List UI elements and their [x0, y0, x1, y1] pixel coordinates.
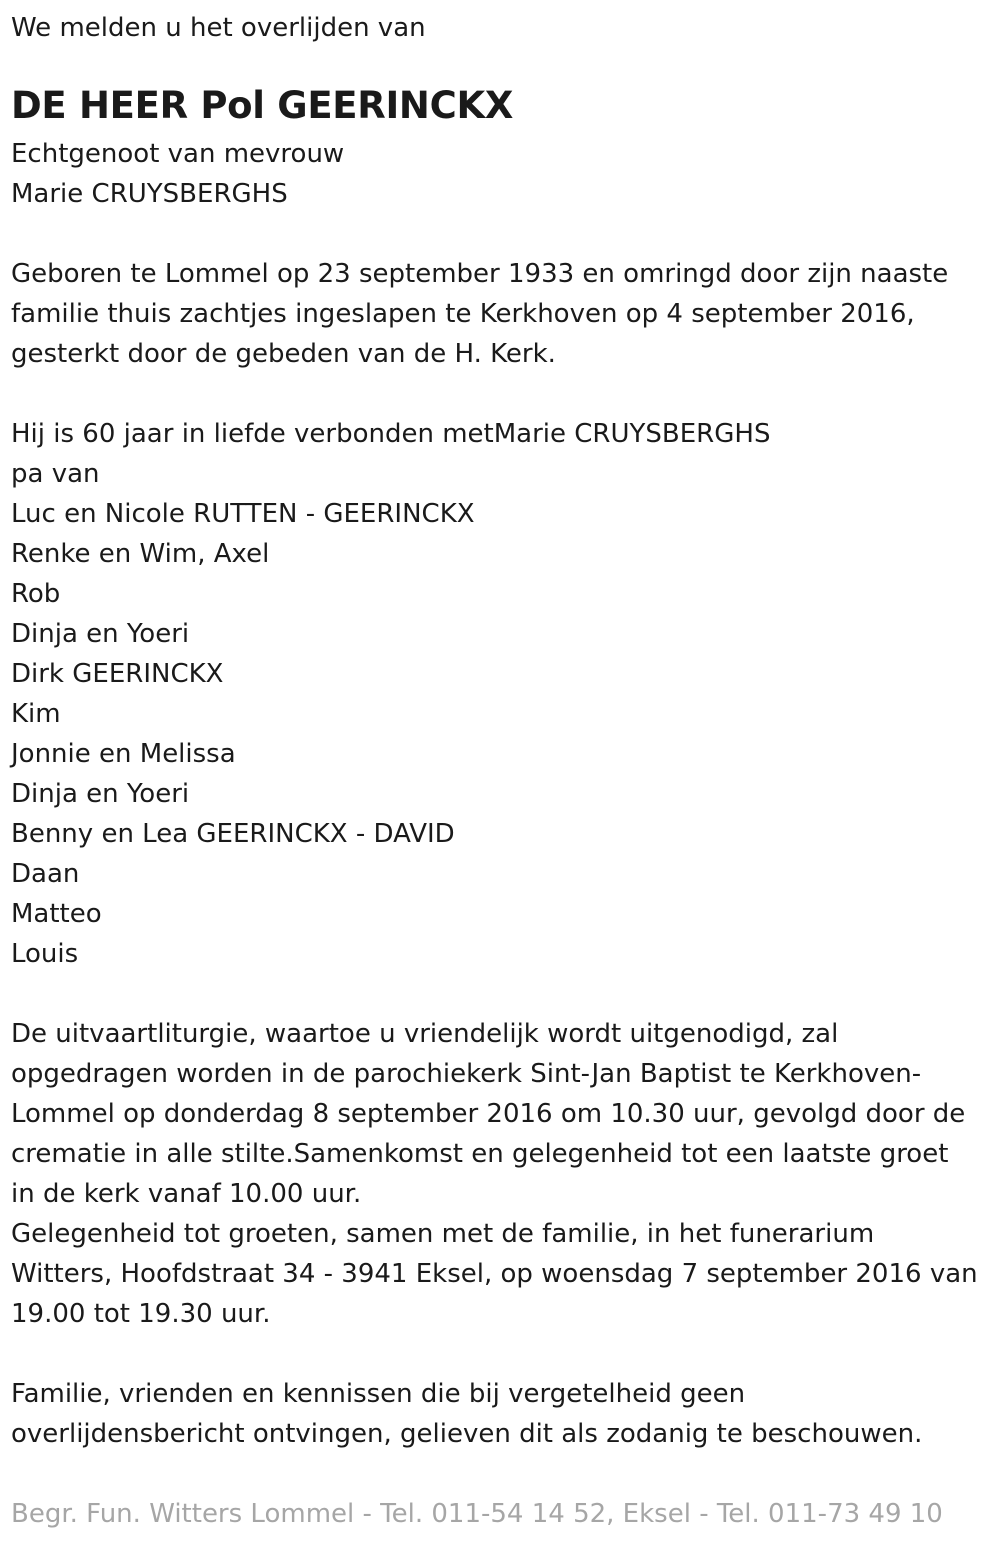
family-line: Rob [11, 579, 61, 609]
family-line: Renke en Wim, Axel [11, 539, 270, 569]
closing-notice-section [11, 1374, 922, 1454]
funeral-line: in de kerk vanaf 10.00 uur. [11, 1179, 362, 1209]
deceased-name: DE HEER Pol GEERINCKX [11, 84, 514, 127]
family-line: Kim [11, 699, 61, 729]
funeral-line: Witters, Hoofdstraat 34 - 3941 Eksel, op woensdag 7 september 2016 van [11, 1259, 978, 1289]
family-line: Matteo [11, 899, 102, 929]
family-line: pa van [11, 459, 100, 489]
family-line: Luc en Nicole RUTTEN - GEERINCKX [11, 499, 475, 529]
intro-text: We melden u het overlijden van [11, 13, 426, 43]
family-line: Dinja en Yoeri [11, 779, 190, 809]
spouse-line: Echtgenoot van mevrouw [11, 139, 345, 169]
funeral-home-footer: Begr. Fun. Witters Lommel - Tel. 011-54 14 52, Eksel - Tel. 011-73 49 10 [11, 1499, 943, 1529]
family-line: Jonnie en Melissa [11, 739, 236, 769]
family-line: Louis [11, 939, 79, 969]
birth-line: gesterkt door de gebeden van de H. Kerk. [11, 339, 556, 369]
notice-line: overlijdensbericht ontvingen, gelieven dit als zodanig te beschouwen. [11, 1419, 923, 1449]
family-line: Dinja en Yoeri [11, 619, 190, 649]
funeral-line: 19.00 tot 19.30 uur. [11, 1299, 271, 1329]
notice-line: Familie, vrienden en kennissen die bij vergetelheid geen [11, 1379, 746, 1409]
family-line: Benny en Lea GEERINCKX - DAVID [11, 819, 455, 849]
funeral-line: Gelegenheid tot groeten, samen met de familie, in het funerarium [11, 1219, 875, 1249]
family-line: Dirk GEERINCKX [11, 659, 224, 689]
birth-line: Geboren te Lommel op 23 september 1933 en omringd door zijn naaste [11, 259, 949, 289]
family-line: Daan [11, 859, 80, 889]
funeral-line: De uitvaartliturgie, waartoe u vriendelijk wordt uitgenodigd, zal [11, 1019, 839, 1049]
funeral-line: opgedragen worden in de parochiekerk Sint-Jan Baptist te Kerkhoven- [11, 1059, 922, 1089]
birth-death-section [11, 254, 948, 374]
family-line: Hij is 60 jaar in liefde verbonden metMarie CRUYSBERGHS [11, 419, 771, 449]
spouse-line: Marie CRUYSBERGHS [11, 179, 288, 209]
birth-line: familie thuis zachtjes ingeslapen te Kerkhoven op 4 september 2016, [11, 299, 915, 329]
family-section [11, 414, 770, 974]
funeral-line: Lommel op donderdag 8 september 2016 om 10.30 uur, gevolgd door de [11, 1099, 966, 1129]
funeral-line: crematie in alle stilte.Samenkomst en gelegenheid tot een laatste groet [11, 1139, 949, 1169]
spouse-section [11, 134, 344, 214]
funeral-details-section [11, 1014, 978, 1334]
